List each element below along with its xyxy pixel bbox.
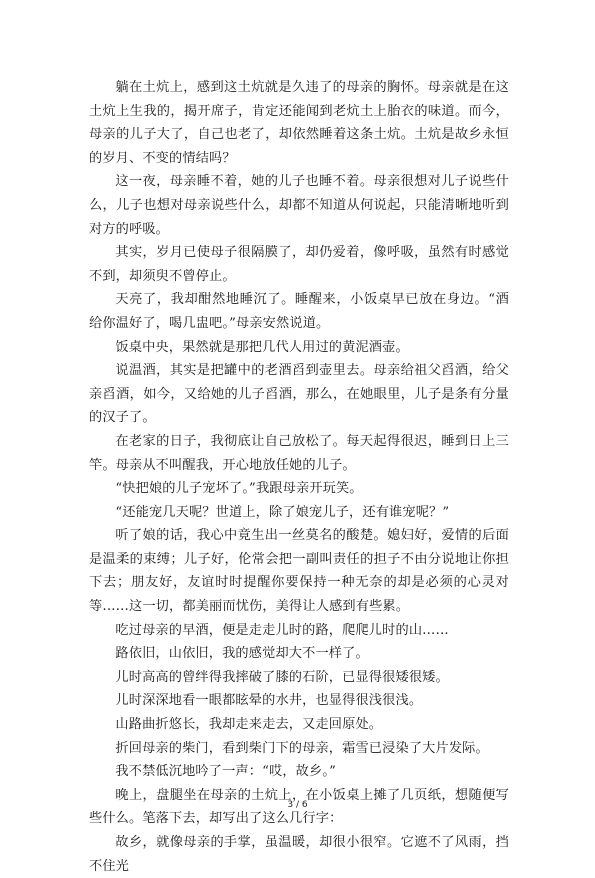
paragraph-14: 儿时深深地看一眼都眩晕的水井，也显得很浅很浅。 <box>115 693 423 709</box>
paragraph-18: 晚上，盘腿坐在母亲的土炕上，在小饭桌上摊了几页纸，想随便写些什么。笔落下去，却写出了这么几行字： <box>89 787 509 827</box>
paragraph-19: 故乡，就像母亲的手掌，虽温暖，却很小很窄。它遮不了风雨，挡不住光 <box>89 835 509 874</box>
paragraph-3: 其实，岁月已使母子很隔膜了，却仍爱着，像呼吸，虽然有时感觉不到，却须臾不曾停止。 <box>89 245 509 284</box>
document-body <box>89 76 509 878</box>
paragraph-8: “快把娘的儿子宠坏了。”我跟母亲开玩笑。 <box>115 481 363 497</box>
paragraph-2: 这一夜，母亲睡不着，她的儿子也睡不着。母亲很想对儿子说些什么，儿子也想对母亲说些什么，却都不知道从何说起，只能清晰地听到对方的呼吸。 <box>89 174 509 237</box>
page-number: 3 / 6 <box>287 800 308 810</box>
paragraph-1: 躺在土炕上，感到这土炕就是久违了的母亲的胸怀。母亲就是在这土炕上生我的，揭开席子，肯定还能闻到老炕土上胎衣的味道。而今，母亲的儿子大了，自己也老了，却依然睡着这条土炕。土炕是故乡永恒的岁月、不变的情结吗？ <box>89 80 509 166</box>
paragraph-7: 在老家的日子，我彻底让自己放松了。每天起得很迟，睡到日上三竿。母亲从不叫醒我，开心地放任她的儿子。 <box>89 433 509 473</box>
paragraph-16: 折回母亲的柴门，看到柴门下的母亲，霜雪已浸染了大片发际。 <box>115 740 489 756</box>
paragraph-12: 路依旧，山依旧，我的感觉却大不一样了。 <box>115 646 369 662</box>
paragraph-9: “还能宠几天呢？世道上，除了娘宠儿子，还有谁宠呢？” <box>115 504 450 520</box>
paragraph-6: 说温酒，其实是把罐中的老酒舀到壶里去。母亲给祖父舀酒，给父亲舀酒，如今，又给她的儿子舀酒，那么，在她眼里，儿子是条有分量的汉子了。 <box>89 363 509 426</box>
paragraph-15: 山路曲折悠长，我却走来走去，又走回原处。 <box>115 717 383 733</box>
paragraph-5: 饭桌中央，果然就是那把几代人用过的黄泥酒壶。 <box>115 339 409 355</box>
paragraph-4: 天亮了，我却酣然地睡沉了。睡醒来，小饭桌早已放在身边。“酒给你温好了，喝几盅吧。”母亲安然说道。 <box>89 292 509 331</box>
paragraph-17: 我不禁低沉地吟了一声：“哎，故乡。” <box>115 764 336 780</box>
paragraph-13: 儿时高高的曾绊得我摔破了膝的石阶，已显得很矮很矮。 <box>115 669 449 685</box>
paragraph-10: 听了娘的话，我心中竟生出一丝莫名的酸楚。媳妇好，爱情的后面是温柔的束缚；儿子好，伦常会把一副叫责任的担子不由分说地让你担下去；朋友好，友谊时时提醒你要保持一种无奈的却是必须的心灵对等……这一切，都美丽而忧伤，美得让人感到有些累。 <box>89 528 509 615</box>
paragraph-11: 吃过母亲的早酒，便是走走儿时的路，爬爬儿时的山…… <box>115 622 449 638</box>
